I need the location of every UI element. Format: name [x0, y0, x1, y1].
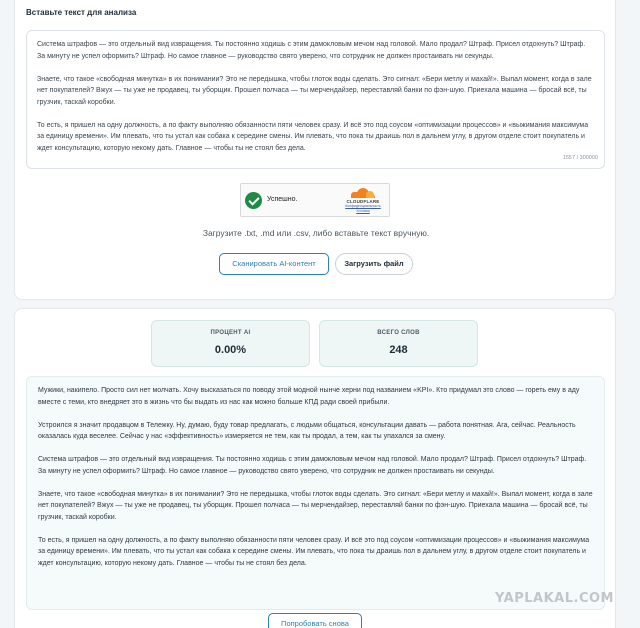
ai-percent-stat — [151, 320, 310, 367]
upload-file-button[interactable]: Загрузить файл — [335, 253, 413, 275]
site-watermark: YAPLAKAL.COM — [495, 591, 614, 606]
retry-button[interactable]: Попробовать снова — [268, 613, 362, 628]
success-check-icon — [245, 192, 262, 209]
char-counter: 1557 / 300000 — [562, 154, 598, 161]
result-paragraph: То есть, я пришел на одну должность, а по факту выполняю обязанности пяти человек сразу. И всё это под соусом «оптимизации процессов» и «выжимания максимума за единицу времени». Им плевать, что ты устал как собака к середине смены. Им плевать, что пока ты драишь пол в дальнем углу, в другом отделе стоит покупатель и ждет консультацию, которую некому дать. Главное — чтобы ты не стоял без дела. — [38, 536, 590, 567]
terms-link[interactable]: Условия — [356, 208, 370, 213]
cloud-icon — [351, 188, 375, 198]
analyzed-text — [26, 376, 605, 610]
input-paragraph: Система штрафов — это отдельный вид извращения. Ты постоянно ходишь с этим дамокловым мечом над головой. Мало продал? Штраф. Присел отдохнуть? Штраф. За минуту не успел оформить? Штраф. Но самое главное — руководство свято уверено, что сотрудник не должен простаивать ни секунды. — [37, 41, 586, 60]
result-paragraph: Устроился я значит продавцом в Тележку. Ну, думаю, буду товар предлагать, с людьми общаться, консультации давать — работа понятная. Ага, сейчас. Реальность оказалась куда веселее. Сейчас у нас «эффективность» измеряется не тем, как ты продал, а тем, как ты упахался за смену. — [38, 421, 576, 440]
word-count-value: 248 — [389, 344, 408, 356]
scan-ai-content-button[interactable]: Сканировать AI-контент — [219, 253, 329, 275]
upload-hint: Загрузите .txt, .md или .csv, либо вставьте текст вручную. — [202, 228, 430, 238]
input-paragraph: То есть, я пришел на одну должность, а по факту выполняю обязанности пяти человек сразу. И всё это под соусом «оптимизации процессов» и «выжимания максимума за единицу времени». Им плевать, что ты устал как собака к середине смены. Им плевать, что пока ты драишь пол в дальнем углу, в другом отделе стоит покупатель и ждет консультацию, которую некому дать. Главное — чтобы ты не стоял без дела. — [37, 121, 589, 152]
ai-percent-value: 0.00% — [214, 344, 247, 356]
result-paragraph: Мужики, накипело. Просто сил нет молчать. Хочу высказаться по поводу этой модной нынче херни под названием «KPI». Кто придумал это слово — гореть ему в аду вместе с теми, кто внедряет это в жизнь что бы выдать из нас как можно больше КПД ради своей прибыли. — [38, 387, 580, 406]
input-card — [14, 0, 616, 300]
privacy-link[interactable]: Конфиденциальность — [345, 204, 381, 208]
cloudflare-brand: CLOUDFLARE — [346, 199, 380, 204]
text-input-area[interactable] — [26, 30, 605, 169]
input-card-title: Вставьте текст для анализа — [26, 8, 137, 17]
captcha-status: Успешно. — [267, 196, 298, 203]
ai-percent-label: ПРОЦЕНТ AI — [210, 330, 251, 336]
captcha-widget[interactable] — [240, 183, 390, 217]
cloudflare-logo — [343, 188, 383, 213]
result-paragraph: Система штрафов — это отдельный вид извращения. Ты постоянно ходишь с этим дамокловым мечом над головой. Мало продал? Штраф. Присел отдохнуть? Штраф. За минуту не успел оформить? Штраф. Но самое главное — руководство свято уверено, что сотрудник не должен простаивать ни секунды. — [38, 456, 587, 475]
word-count-label: ВСЕГО СЛОВ — [377, 330, 420, 336]
input-paragraph: Знаете, что такое «свободная минутка» в их понимании? Это не передышка, чтобы глоток воды сделать. Это сигнал: «Бери метлу и махай!». Выпал момент, когда в зале нет покупателей? Вжух — ты уже не продавец, ты уборщик. Прошел полчаса — ты мерчендайзер, переставляй банки по фэн-шую. Приехала машина — бросай всё, ты грузчик, таскай коробки. — [37, 75, 592, 106]
result-paragraph: Знаете, что такое «свободная минутка» в их понимании? Это не передышка, чтобы глоток воды сделать. Это сигнал: «Бери метлу и махай!». Выпал момент, когда в зале нет покупателей? Вжух — ты уже не продавец, ты уборщик. Прошел полчаса — ты мерчендайзер, переставляй банки по фэн-шую. Приехала машина — бросай всё, ты грузчик, таскай коробки. — [38, 490, 593, 521]
word-count-stat — [319, 320, 478, 367]
results-card — [14, 308, 616, 628]
